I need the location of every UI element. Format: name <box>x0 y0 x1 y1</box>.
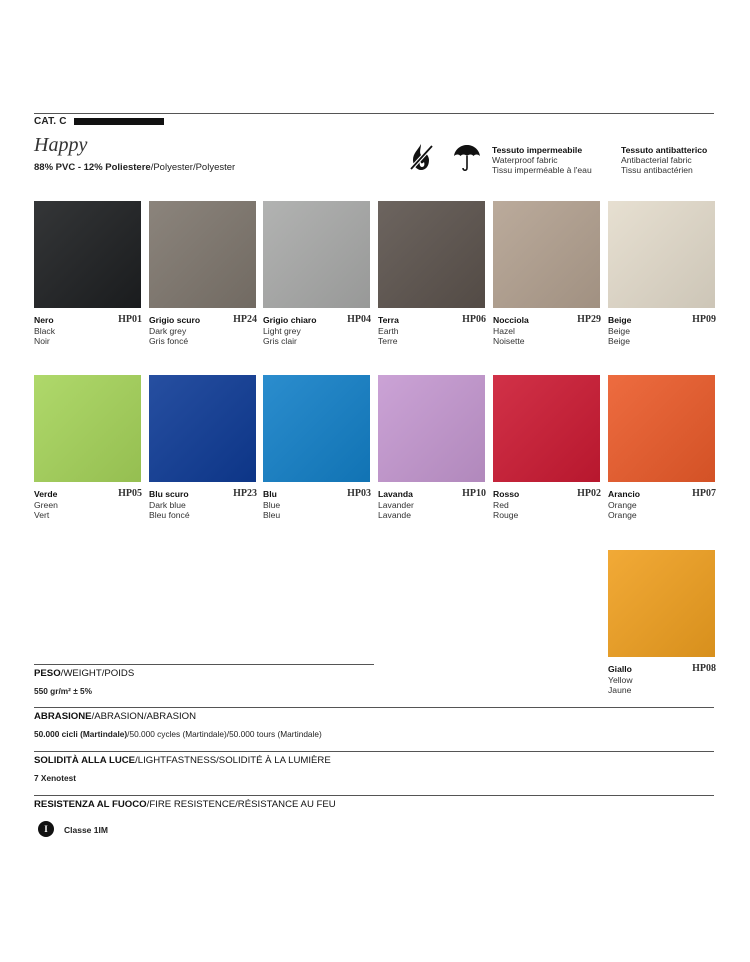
swatch-name-it: Nocciola <box>493 315 529 325</box>
swatch-label <box>263 489 371 521</box>
product-title: Happy <box>34 134 88 156</box>
feature-antibacterial-en: Antibacterial fabric <box>621 155 692 165</box>
fire-resistance-label <box>34 799 336 810</box>
weight-label-rest: /WEIGHT/POIDS <box>60 668 135 679</box>
category-bar <box>74 118 164 125</box>
swatch-name-fr: Orange <box>608 510 637 521</box>
swatch-name-en: Green <box>34 499 58 510</box>
swatch-label <box>493 489 601 521</box>
swatch-name-it: Verde <box>34 489 58 499</box>
swatch-name-it: Grigio scuro <box>149 315 201 325</box>
swatch-name-it: Rosso <box>493 489 520 499</box>
abrasion-label <box>34 711 196 722</box>
swatch-name-en: Light grey <box>263 325 301 336</box>
swatch-name-it: Nero <box>34 315 54 325</box>
swatch-name-it: Grigio chiaro <box>263 315 317 325</box>
swatch-code: HP10 <box>462 488 486 499</box>
swatch-code: HP23 <box>233 488 257 499</box>
swatch-hp06 <box>378 201 485 308</box>
swatch-name-en: Yellow <box>608 674 633 685</box>
composition-bold: 88% PVC - 12% Poliestere <box>34 162 151 173</box>
swatch-name-it: Arancio <box>608 489 640 499</box>
swatch-hp10 <box>378 375 485 482</box>
feature-waterproof-en: Waterproof fabric <box>492 155 558 165</box>
weight-rule <box>34 664 374 665</box>
feature-antibacterial-it: Tessuto antibatterico <box>621 145 708 155</box>
lightfastness-value <box>34 773 76 783</box>
swatch-label <box>34 489 142 521</box>
abrasion-value-bold: 50.000 cicli (Martindale) <box>34 729 128 739</box>
umbrella-icon <box>452 143 482 173</box>
swatch-name-it: Giallo <box>608 664 632 674</box>
abrasion-value-rest: /50.000 cycles (Martindale)/50.000 tours (Martindale) <box>127 729 322 739</box>
lightfastness-label <box>34 755 331 766</box>
lightfastness-label-bold: SOLIDITÀ ALLA LUCE <box>34 755 136 766</box>
fire-class-badge: I <box>38 821 54 837</box>
swatch-name-it: Lavanda <box>378 489 413 499</box>
swatch-hp29 <box>493 201 600 308</box>
swatch-name-it: Beige <box>608 315 632 325</box>
swatch-hp07 <box>608 375 715 482</box>
feature-waterproof <box>492 145 592 175</box>
swatch-code: HP02 <box>577 488 601 499</box>
swatch-label <box>378 315 486 347</box>
swatch-code: HP03 <box>347 488 371 499</box>
swatch-hp02 <box>493 375 600 482</box>
swatch-hp09 <box>608 201 715 308</box>
feature-waterproof-it: Tessuto impermeabile <box>492 145 583 155</box>
swatch-name-en: Orange <box>608 499 637 510</box>
swatch-hp24 <box>149 201 256 308</box>
swatch-code: HP09 <box>692 314 716 325</box>
swatch-name-it: Terra <box>378 315 399 325</box>
swatch-name-fr: Lavande <box>378 510 411 521</box>
swatch-label <box>378 489 486 521</box>
swatch-code: HP29 <box>577 314 601 325</box>
swatch-hp01 <box>34 201 141 308</box>
swatch-hp05 <box>34 375 141 482</box>
swatch-name-fr: Vert <box>34 510 50 521</box>
weight-label-bold: PESO <box>34 668 61 679</box>
weight-label <box>34 668 134 679</box>
abrasion-value <box>34 729 322 739</box>
composition-rest: /Polyester/Polyester <box>150 162 236 173</box>
swatch-label <box>493 315 601 347</box>
swatch-label <box>608 489 716 521</box>
swatch-name-fr: Bleu <box>263 510 281 521</box>
swatch-name-fr: Noir <box>34 336 50 347</box>
swatch-name-fr: Bleu foncé <box>149 510 190 521</box>
swatch-name-en: Red <box>493 499 509 510</box>
swatch-label <box>608 315 716 347</box>
swatch-code: HP06 <box>462 314 486 325</box>
swatch-name-en: Hazel <box>493 325 515 336</box>
swatch-hp08 <box>608 550 715 657</box>
lightfastness-label-rest: /LIGHTFASTNESS/SOLIDITÉ À LA LUMIÈRE <box>135 755 331 766</box>
swatch-name-fr: Noisette <box>493 336 525 347</box>
swatch-code: HP05 <box>118 488 142 499</box>
composition <box>34 162 235 173</box>
weight-value <box>34 686 92 696</box>
swatch-code: HP07 <box>692 488 716 499</box>
weight-value-text: 550 gr/m² ± 5% <box>34 686 93 696</box>
swatch-hp03 <box>263 375 370 482</box>
fire-class-value: Classe 1IM <box>64 825 108 835</box>
fire-retardant-icon <box>408 142 434 172</box>
swatch-code: HP01 <box>118 314 142 325</box>
swatch-code: HP24 <box>233 314 257 325</box>
swatch-name-en: Dark grey <box>149 325 187 336</box>
swatch-name-fr: Beige <box>608 336 630 347</box>
fire-label-rest: /FIRE RESISTENCE/RÉSISTANCE AU FEU <box>146 799 336 810</box>
abrasion-rule <box>34 707 714 708</box>
swatch-code: HP04 <box>347 314 371 325</box>
swatch-name-en: Lavander <box>378 499 414 510</box>
swatch-label <box>34 315 142 347</box>
top-rule <box>34 113 714 114</box>
swatch-name-en: Blue <box>263 499 281 510</box>
abrasion-label-rest: /ABRASION/ABRASION <box>91 711 197 722</box>
swatch-name-fr: Terre <box>378 336 398 347</box>
swatch-name-fr: Gris clair <box>263 336 297 347</box>
swatch-code: HP08 <box>692 663 716 674</box>
swatch-name-fr: Gris foncé <box>149 336 189 347</box>
category-label: CAT. C <box>34 116 67 127</box>
fire-label-bold: RESISTENZA AL FUOCO <box>34 799 147 810</box>
swatch-label <box>263 315 371 347</box>
feature-waterproof-fr: Tissu imperméable à l'eau <box>492 165 592 175</box>
swatch-name-fr: Jaune <box>608 685 632 696</box>
swatch-name-it: Blu scuro <box>149 489 189 499</box>
swatch-name-en: Earth <box>378 325 399 336</box>
swatch-name-en: Beige <box>608 325 630 336</box>
swatch-name-fr: Rouge <box>493 510 519 521</box>
light-rule <box>34 751 714 752</box>
swatch-label <box>149 489 257 521</box>
abrasion-label-bold: ABRASIONE <box>34 711 92 722</box>
feature-antibacterial <box>621 145 707 175</box>
feature-antibacterial-fr: Tissu antibactérien <box>621 165 693 175</box>
swatch-name-it: Blu <box>263 489 277 499</box>
swatch-hp04 <box>263 201 370 308</box>
lightfastness-value-text: 7 Xenotest <box>34 773 76 783</box>
swatch-label <box>608 664 716 696</box>
swatch-name-en: Dark blue <box>149 499 186 510</box>
fire-rule <box>34 795 714 796</box>
swatch-hp23 <box>149 375 256 482</box>
swatch-label <box>149 315 257 347</box>
swatch-name-en: Black <box>34 325 56 336</box>
